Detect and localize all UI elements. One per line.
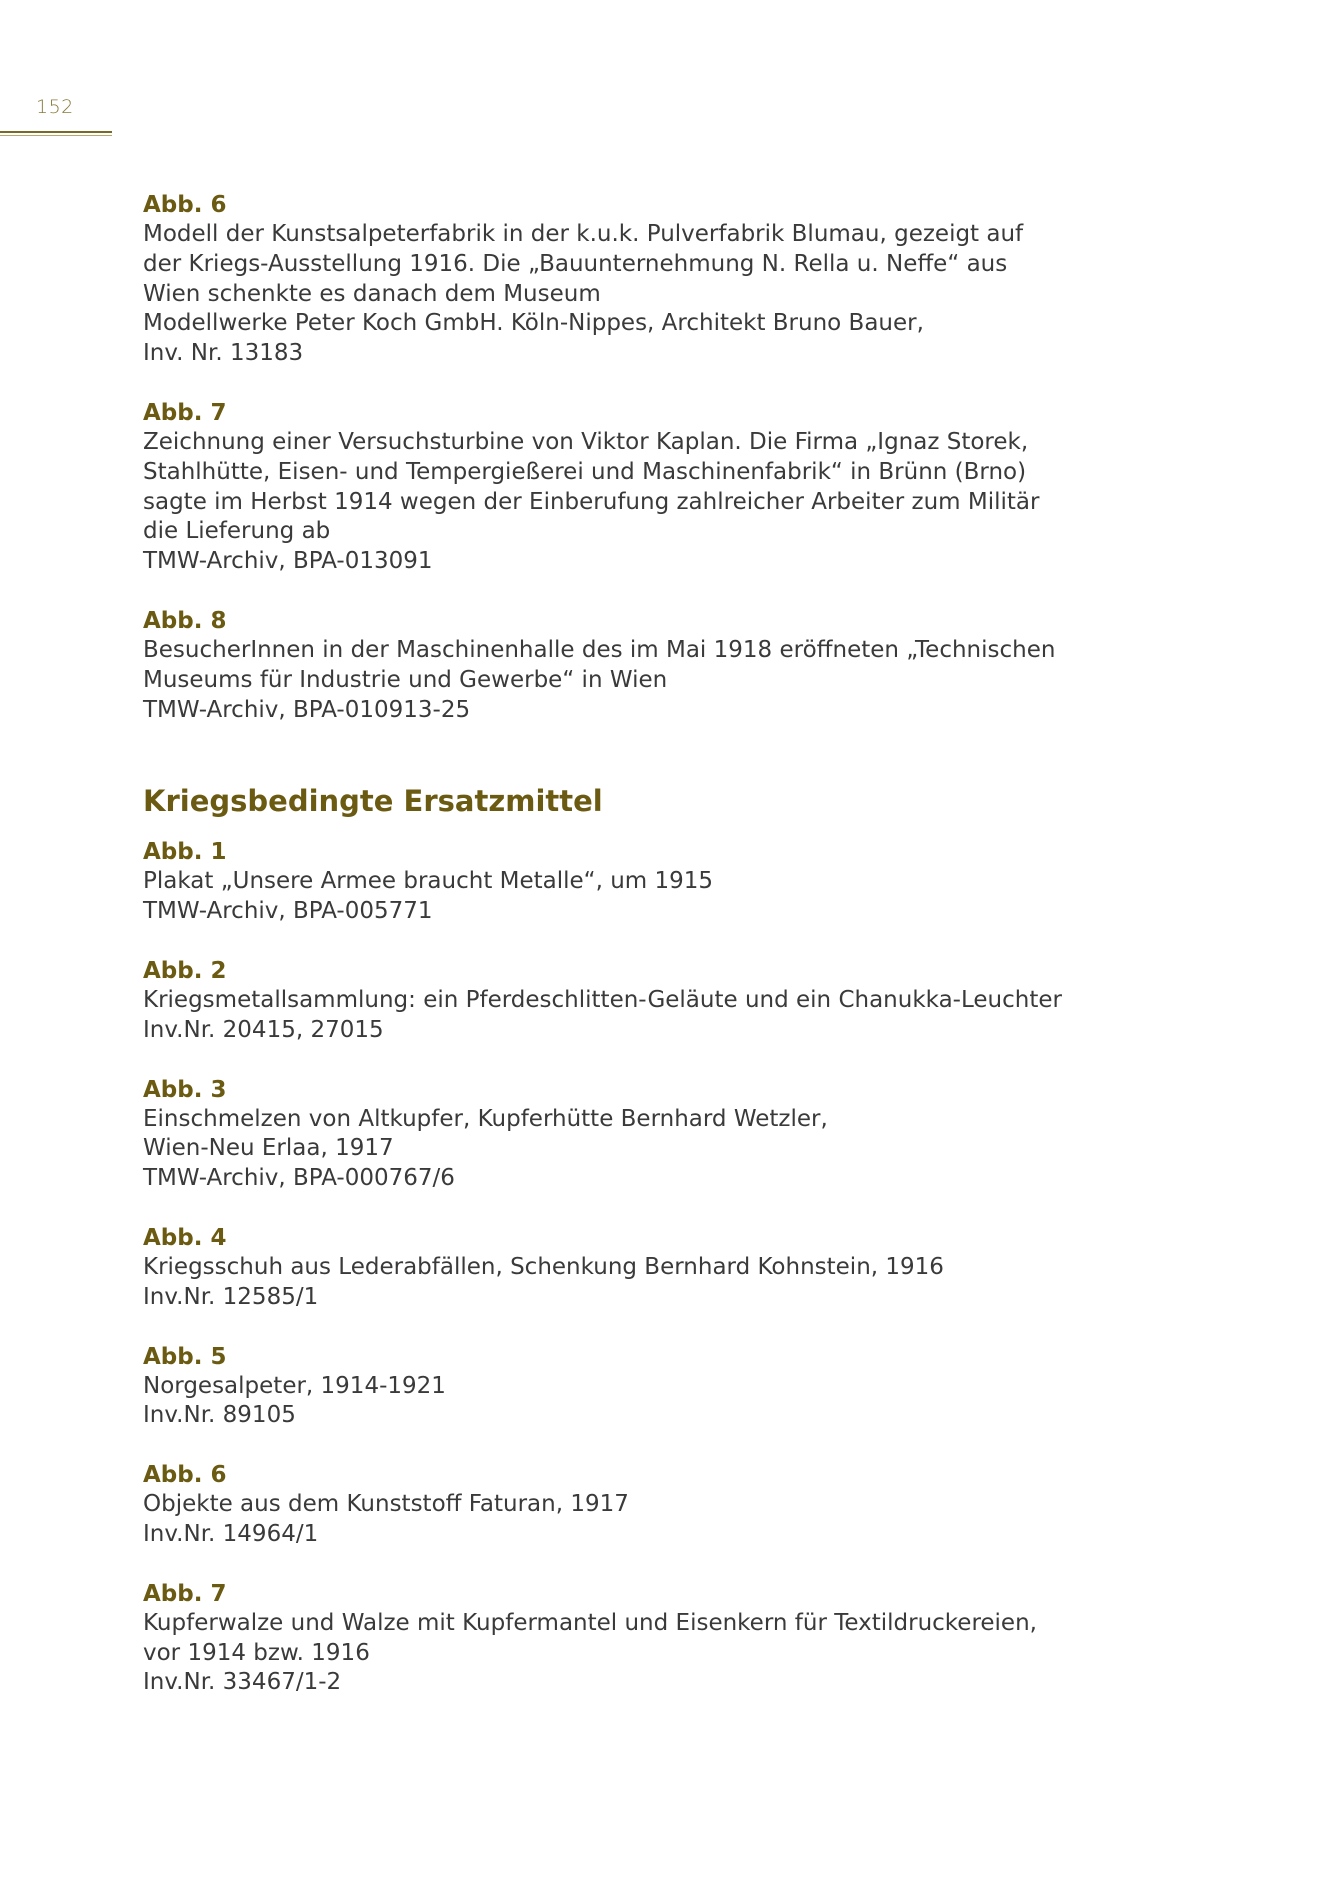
caption-text: Kriegsschuh aus Lederabfällen, Schenkung Bernhard Kohnstein, 1916 Inv.Nr. 12585/1: [143, 1253, 944, 1310]
page-number: 152: [36, 96, 74, 118]
caption-label: Abb. 1: [143, 839, 227, 866]
caption-entry: [143, 1579, 1143, 1698]
caption-label: Abb. 6: [143, 1462, 227, 1489]
caption-entry: [143, 837, 1143, 927]
header-rule: [0, 131, 112, 133]
caption-text: Norgesalpeter, 1914-1921 Inv.Nr. 89105: [143, 1372, 446, 1429]
caption-text: Plakat „Unsere Armee braucht Metalle“, um 1915 TMW-Archiv, BPA-005771: [143, 868, 714, 925]
caption-entry: [143, 1075, 1143, 1194]
caption-text: Kupferwalze und Walze mit Kupfermantel und Eisenkern für Textildruckereien, vor 1914 bzw. 1916 Inv.Nr. 33467/1-2: [143, 1609, 1037, 1696]
section-heading: Kriegsbedingte Ersatzmittel: [143, 784, 603, 819]
caption-entry: [143, 398, 1143, 577]
caption-label: Abb. 3: [143, 1076, 227, 1103]
caption-entry: [143, 190, 1143, 369]
caption-label: Abb. 7: [143, 399, 227, 426]
caption-text: Zeichnung einer Versuchsturbine von Viktor Kaplan. Die Firma „Ignaz Storek, Stahlhütte, Eisen- und Tempergießerei und Maschinenfabrik“ in Brünn (Brno) sagte im Herbst 1914 wegen der Einberufung zahlreicher Arbeiter zum Militär die Lieferung ab TMW-Archiv, BPA-013091: [143, 428, 1040, 575]
caption-entry: [143, 956, 1143, 1046]
caption-entry: [143, 1460, 1143, 1550]
caption-label: Abb. 8: [143, 607, 227, 634]
caption-text: Objekte aus dem Kunststoff Faturan, 1917 Inv.Nr. 14964/1: [143, 1491, 629, 1547]
caption-text: Einschmelzen von Altkupfer, Kupferhütte Bernhard Wetzler, Wien-Neu Erlaa, 1917 TMW-Archiv, BPA-000767/6: [143, 1105, 828, 1192]
caption-label: Abb. 2: [143, 957, 227, 984]
caption-label: Abb. 7: [143, 1580, 227, 1607]
caption-label: Abb. 5: [143, 1343, 227, 1370]
caption-label: Abb. 6: [143, 192, 227, 218]
caption-entry: [143, 1223, 1143, 1313]
caption-text: Kriegsmetallsammlung: ein Pferdeschlitten-Geläute und ein Chanukka-Leuchter Inv.Nr. 20415, 27015: [143, 986, 1062, 1043]
caption-entry: [143, 606, 1143, 725]
caption-list: [143, 190, 1143, 1727]
caption-entry: [143, 1342, 1143, 1432]
caption-text: BesucherInnen in der Maschinenhalle des im Mai 1918 eröffneten „Technischen Museums für Industrie und Gewerbe“ in Wien TMW-Archiv, BPA-010913-25: [143, 636, 1056, 723]
caption-text: Modell der Kunstsalpeterfabrik in der k.u.k. Pulverfabrik Blumau, gezeigt auf der Kriegs-Ausstellung 1916. Die „Bauunternehmung N. Rella u. Neffe“ aus Wien schenkte es danach dem Museum Modellwerke Peter Koch GmbH. Köln-Nippes, Architekt Bruno Bauer, Inv. Nr. 13183: [143, 221, 1024, 367]
caption-label: Abb. 4: [143, 1224, 227, 1251]
